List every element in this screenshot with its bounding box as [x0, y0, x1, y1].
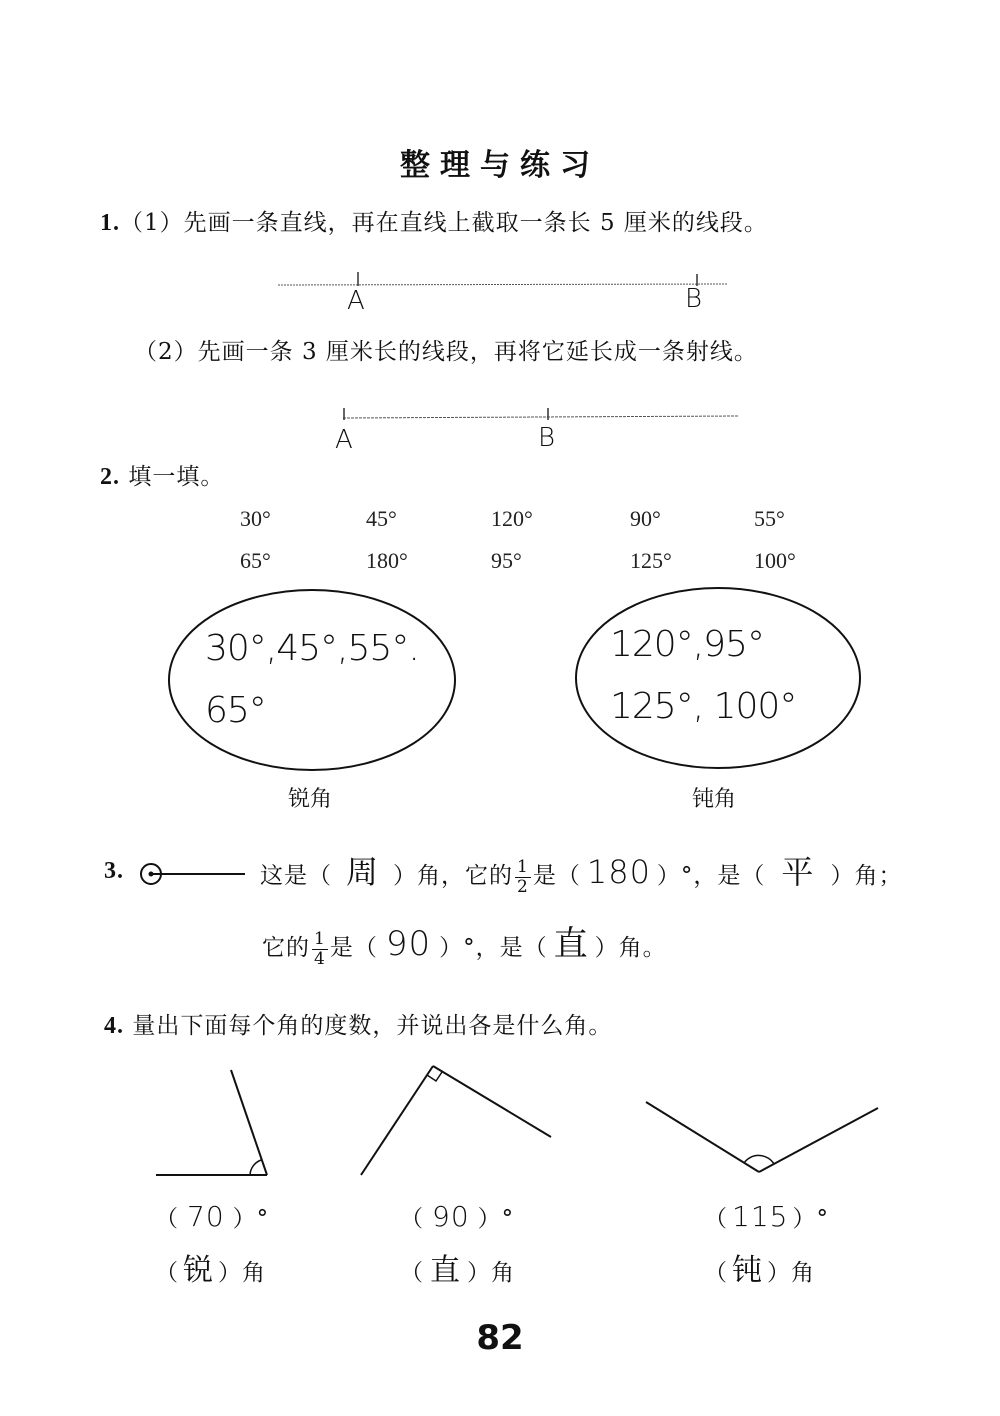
text-fragment: ）角；: [830, 863, 903, 889]
angle-kind: 直: [430, 1253, 461, 1288]
text-fragment: ）°: [792, 1206, 829, 1232]
fraction-denominator: 2: [517, 876, 529, 897]
fraction-denominator: 4: [314, 948, 326, 969]
page-number: 82: [476, 1318, 524, 1358]
text-fragment: （: [155, 1260, 179, 1286]
obtuse-angle-figure: [646, 1102, 878, 1172]
question-4: [104, 1007, 612, 1040]
answer-full-angle: 周: [346, 853, 380, 891]
fraction-numerator: 1: [314, 928, 326, 949]
degree-value: 115: [732, 1200, 789, 1233]
answer-straight-angle: 平: [781, 853, 815, 891]
obtuse-answer-line-1: 120°,95°: [610, 624, 764, 665]
question-number: 2.: [100, 464, 120, 490]
question-text: 量出下面每个角的度数，并说出各是什么角。: [132, 1013, 613, 1039]
acute-caption: 锐角: [288, 787, 333, 812]
angle-value: 90°: [630, 506, 661, 531]
ray-line: [343, 416, 738, 418]
angle-2-degree-answer: [400, 1200, 514, 1233]
text-fragment: ）°，是（: [656, 863, 766, 889]
text-fragment: 是（: [329, 935, 378, 961]
text-fragment: 这是（: [260, 863, 332, 889]
text-fragment: ）角: [218, 1260, 266, 1286]
point-label-b: B: [685, 284, 703, 314]
text-fragment: （: [400, 1206, 424, 1232]
question-3-line-1: [260, 848, 902, 900]
page-title: 整理与练习: [400, 148, 600, 183]
answer-180: 180: [586, 853, 651, 891]
fraction-numerator: 1: [517, 856, 529, 877]
angle-value: 65°: [240, 548, 271, 573]
point-label-a: A: [347, 286, 365, 316]
text-fragment: （: [155, 1206, 179, 1232]
angle-value: 95°: [491, 548, 522, 573]
right-angle-figure: [361, 1066, 551, 1175]
fraction-one-quarter: [312, 930, 328, 969]
acute-angle-ellipse: [169, 590, 455, 770]
question-number: 1.: [100, 210, 120, 236]
text-fragment: ）°，是（: [439, 935, 548, 961]
angle-3-degree-answer: [704, 1200, 829, 1233]
text-fragment: 它的: [262, 935, 310, 961]
degree-value: 70: [187, 1200, 225, 1233]
question-text: （1）先画一条直线，再在直线上截取一条长 5 厘米的线段。: [120, 210, 768, 236]
obtuse-caption: 钝角: [692, 787, 737, 812]
question-number-3: [104, 858, 124, 885]
answer-90: 90: [385, 924, 432, 964]
question-number: 4.: [104, 1013, 124, 1039]
angle-value: 100°: [754, 548, 796, 573]
obtuse-answer-line-2: 125°, 100°: [610, 686, 797, 727]
question-3-line-2: [262, 918, 667, 974]
angle-value: 120°: [491, 506, 533, 531]
angle-2-kind-answer: [400, 1245, 515, 1289]
acute-angle-figure: [156, 1070, 267, 1175]
text-fragment: （: [704, 1260, 728, 1286]
answer-right-angle: 直: [553, 924, 589, 964]
angle-3-kind-answer: [704, 1245, 815, 1289]
angle-1-degree-answer: [155, 1200, 269, 1233]
angle-value: 45°: [366, 506, 397, 531]
degree-value: 90: [432, 1200, 470, 1233]
text-fragment: ）°: [232, 1206, 270, 1232]
text-fragment: 是（: [532, 863, 581, 889]
fraction-one-half: [515, 858, 531, 897]
ray-label-b: B: [538, 423, 556, 453]
acute-answer-line-1: 30°,45°,55°.: [205, 628, 419, 669]
text-fragment: ）°: [477, 1206, 515, 1232]
angle-value: 180°: [366, 548, 408, 573]
question-number: 3.: [104, 858, 124, 884]
angle-value: 125°: [630, 548, 672, 573]
text-fragment: ）角: [467, 1260, 515, 1286]
question-2: [100, 458, 224, 491]
text-fragment: ）角。: [594, 935, 667, 961]
text-fragment: ）角: [767, 1260, 815, 1286]
straight-line: [278, 284, 728, 285]
angle-1-kind-answer: [155, 1245, 266, 1289]
question-text: 填一填。: [128, 464, 225, 490]
angle-value: 30°: [240, 506, 271, 531]
ray-label-a: A: [335, 425, 353, 455]
obtuse-angle-ellipse: [576, 588, 860, 768]
angle-value: 55°: [754, 506, 785, 531]
text-fragment: （: [704, 1206, 728, 1232]
text-fragment: ）角，它的: [393, 863, 514, 889]
text-fragment: （: [400, 1260, 424, 1286]
question-1-part-2: （2）先画一条 3 厘米长的线段，再将它延长成一条射线。: [134, 339, 758, 365]
angle-kind: 锐: [183, 1253, 214, 1288]
angle-kind: 钝: [732, 1253, 763, 1288]
acute-answer-line-2: 65°: [205, 690, 266, 731]
